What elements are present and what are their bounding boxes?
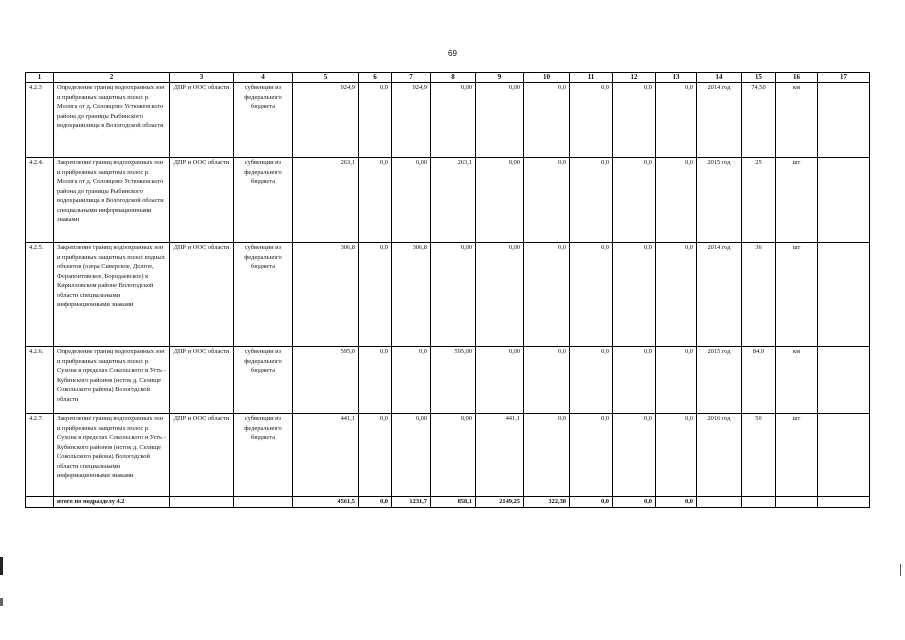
column-header: 3	[170, 73, 234, 83]
cell-empty	[742, 497, 776, 508]
column-header: 7	[392, 73, 431, 83]
cell-empty	[818, 243, 870, 347]
cell-quantity: 50	[742, 414, 776, 497]
cell-unit: шт	[776, 243, 818, 347]
column-header: 8	[431, 73, 476, 83]
page-number: 69	[448, 49, 457, 58]
cell-value: 0,0	[359, 83, 392, 158]
total-value: 2149,25	[476, 497, 524, 508]
column-header: 1	[26, 73, 54, 83]
total-value: 0,0	[359, 497, 392, 508]
cell-empty	[818, 347, 870, 414]
column-header: 17	[818, 73, 870, 83]
row-source: субвенции из федерального бюджета	[234, 158, 293, 243]
row-executor: ДПР и ООС области	[170, 347, 234, 414]
column-header: 14	[697, 73, 742, 83]
cell-value: 0,0	[359, 347, 392, 414]
cell-value: 306,8	[293, 243, 359, 347]
cell-value: 595,0	[293, 347, 359, 414]
row-source: субвенции из федерального бюджета	[234, 414, 293, 497]
cell-empty	[818, 497, 870, 508]
row-code: 4.2.6.	[26, 347, 54, 414]
cell-value: 0,0	[656, 243, 697, 347]
cell-empty	[818, 158, 870, 243]
column-header: 16	[776, 73, 818, 83]
cell-empty	[26, 497, 54, 508]
cell-empty	[234, 497, 293, 508]
cell-value: 0,00	[476, 243, 524, 347]
cell-unit: шт	[776, 158, 818, 243]
row-code: 4.2.3	[26, 83, 54, 158]
cell-empty	[697, 497, 742, 508]
total-row	[26, 497, 870, 508]
cell-value: 0,0	[613, 158, 656, 243]
cell-value: 0,00	[476, 83, 524, 158]
row-code: 4.2.4.	[26, 158, 54, 243]
header-row	[26, 73, 870, 83]
cell-value: 0,0	[359, 243, 392, 347]
column-header: 9	[476, 73, 524, 83]
table-row	[26, 83, 870, 158]
cell-value: 0,00	[476, 347, 524, 414]
cell-value: 0,00	[431, 414, 476, 497]
cell-value: 441,1	[476, 414, 524, 497]
cell-value: 0,0	[524, 414, 570, 497]
cell-value: 0,0	[656, 83, 697, 158]
total-value: 0,0	[613, 497, 656, 508]
column-header: 10	[524, 73, 570, 83]
cell-value: 0,0	[359, 414, 392, 497]
total-label: итого по подразделу 4.2	[54, 497, 170, 508]
cell-quantity: 84,9	[742, 347, 776, 414]
column-header: 2	[54, 73, 170, 83]
row-source: субвенции из федерального бюджета	[234, 83, 293, 158]
cell-value: 0,0	[656, 347, 697, 414]
cell-value: 0,0	[570, 347, 613, 414]
cell-year: 2015 год	[697, 158, 742, 243]
row-executor: ДПР и ООС области	[170, 158, 234, 243]
cell-value: 0,0	[359, 158, 392, 243]
cell-unit: шт	[776, 414, 818, 497]
scan-edge-mark	[900, 564, 901, 576]
cell-year: 2016 год	[697, 414, 742, 497]
cell-empty	[776, 497, 818, 508]
cell-value: 0,0	[570, 158, 613, 243]
row-description: Закрепление границ водоохранных зон и прибрежных защитных полос р. Молога от д. Соловцово Устюженского района до границы Рыбинского водохранилища в Вологодской области специальными информационными знаками	[54, 158, 170, 243]
cell-value: 0,00	[431, 243, 476, 347]
cell-value: 924,9	[293, 83, 359, 158]
cell-quantity: 74,50	[742, 83, 776, 158]
cell-value: 0,0	[613, 414, 656, 497]
row-description: Закрепление границ водоохранных зон и прибрежных защитных полос водных объектов (озера Сиверское, Долгое, Ферапонтовское, Бородаевское) в Кирилловском районе Вологодской области специальными информационными знаками	[54, 243, 170, 347]
row-source: субвенции из федерального бюджета	[234, 243, 293, 347]
cell-value: 0,00	[476, 158, 524, 243]
table-row	[26, 243, 870, 347]
cell-unit: км	[776, 83, 818, 158]
row-description: Определение границ водоохранных зон и прибрежных защитных полос р. Молога от д. Соловцово Устюженского района до границы Рыбинского водохранилища в Вологодской области	[54, 83, 170, 158]
total-value: 4561,5	[293, 497, 359, 508]
table-row	[26, 347, 870, 414]
table-row	[26, 158, 870, 243]
total-value: 322,38	[524, 497, 570, 508]
total-value: 0,0	[656, 497, 697, 508]
row-executor: ДПР и ООС области	[170, 83, 234, 158]
column-header: 5	[293, 73, 359, 83]
cell-value: 0,0	[524, 243, 570, 347]
cell-value: 263,1	[431, 158, 476, 243]
column-header: 11	[570, 73, 613, 83]
row-executor: ДПР и ООС области	[170, 243, 234, 347]
cell-quantity: 25	[742, 158, 776, 243]
scan-edge-mark	[0, 557, 3, 575]
cell-year: 2014 год	[697, 243, 742, 347]
column-header: 6	[359, 73, 392, 83]
cell-quantity: 36	[742, 243, 776, 347]
cell-value: 0,0	[570, 414, 613, 497]
table-row	[26, 414, 870, 497]
total-value: 858,1	[431, 497, 476, 508]
row-code: 4.2.7.	[26, 414, 54, 497]
column-header: 13	[656, 73, 697, 83]
cell-value: 0,0	[524, 347, 570, 414]
row-executor: ДПР и ООС области	[170, 414, 234, 497]
cell-value: 0,0	[392, 347, 431, 414]
cell-value: 441,1	[293, 414, 359, 497]
cell-value: 0,00	[431, 83, 476, 158]
cell-value: 0,0	[613, 347, 656, 414]
row-description: Определение границ водоохранных зон и прибрежных защитных полос р. Сухона в пределах Сокольского и Усть - Кубинского районов (исток д. Селище Сокольского района) Вологодской области	[54, 347, 170, 414]
cell-value: 0,0	[570, 243, 613, 347]
cell-value: 306,8	[392, 243, 431, 347]
cell-empty	[818, 83, 870, 158]
row-code: 4.2.5.	[26, 243, 54, 347]
data-table	[25, 72, 870, 508]
total-value: 1231,7	[392, 497, 431, 508]
column-header: 12	[613, 73, 656, 83]
row-source: субвенции из федерального бюджета	[234, 347, 293, 414]
cell-value: 595,00	[431, 347, 476, 414]
cell-empty	[818, 414, 870, 497]
total-value: 0,0	[570, 497, 613, 508]
cell-value: 0,00	[392, 158, 431, 243]
cell-value: 0,0	[613, 243, 656, 347]
scan-edge-mark	[0, 598, 3, 606]
row-description: Закрепление границ водоохранных зон и прибрежных защитных полос р. Сухона в пределах Сокольского и Усть - Кубинского районов (исток д. Селище Сокольского района) Вологодской области специальными информационными знаками	[54, 414, 170, 497]
column-header: 4	[234, 73, 293, 83]
cell-empty	[170, 497, 234, 508]
cell-value: 0,0	[613, 83, 656, 158]
cell-unit: км	[776, 347, 818, 414]
cell-year: 2015 год	[697, 347, 742, 414]
cell-value: 0,0	[524, 83, 570, 158]
cell-value: 0,0	[570, 83, 613, 158]
cell-year: 2014 год	[697, 83, 742, 158]
cell-value: 0,0	[656, 414, 697, 497]
cell-value: 0,00	[392, 414, 431, 497]
cell-value: 0,0	[656, 158, 697, 243]
cell-value: 263,1	[293, 158, 359, 243]
column-header: 15	[742, 73, 776, 83]
cell-value: 0,0	[524, 158, 570, 243]
cell-value: 924,9	[392, 83, 431, 158]
